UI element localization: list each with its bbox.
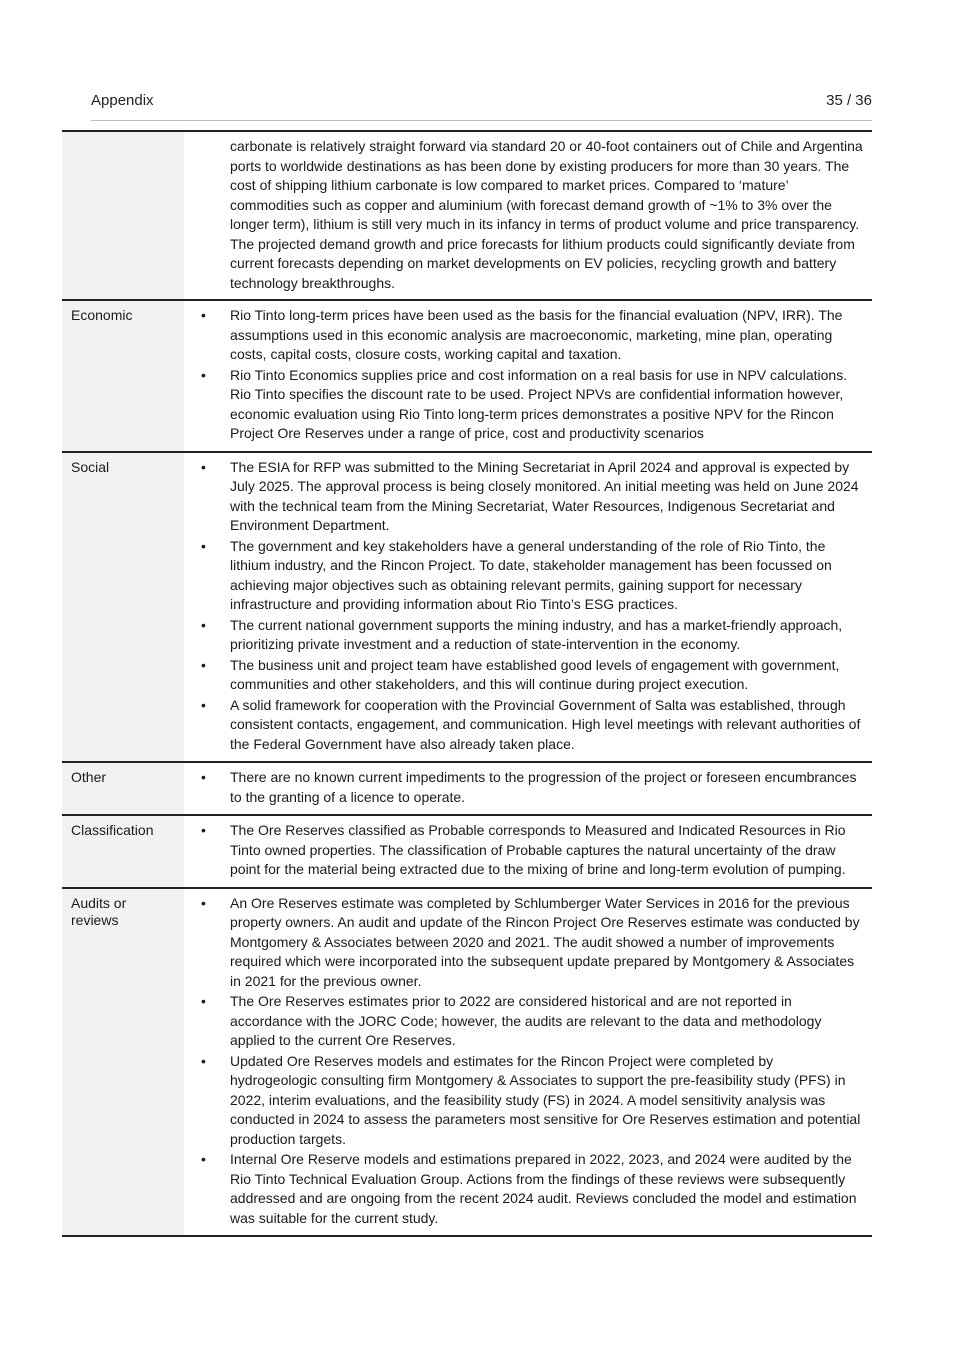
list-item: • The business unit and project team have established good levels of engagement with government, communities and other stakeholders, and this will continue during project execution.	[198, 656, 864, 695]
list-item: • The Ore Reserves classified as Probable corresponds to Measured and Indicated Resources in Rio Tinto owned properties. The classification of Probable captures the natural uncertainty of the draw point for the material being extracted due to the mixing of brine and long-term evolution of pumping.	[198, 821, 864, 880]
table-row-continuation	[62, 130, 872, 299]
list-item: • Rio Tinto long-term prices have been used as the basis for the financial evaluation (NPV, IRR). The assumptions used in this economic analysis are macroeconomic, marketing, mine plan, operating costs, capital costs, closure costs, working capital and taxation.	[198, 306, 864, 365]
bullet-list	[198, 821, 864, 880]
bullet-list	[198, 768, 864, 807]
row-label: Social	[62, 453, 184, 762]
bullet-list	[198, 458, 864, 755]
table-row-other	[62, 761, 872, 814]
list-item: • The Ore Reserves estimates prior to 2022 are considered historical and are not reported in accordance with the JORC Code; however, the audits are relevant to the data and methodology applied to the current Ore Reserves.	[198, 992, 864, 1051]
row-content	[184, 889, 872, 1236]
bullet-list	[198, 894, 864, 1229]
list-item: • An Ore Reserves estimate was completed by Schlumberger Water Services in 2016 for the previous property owners. An audit and update of the Rincon Project Ore Reserves estimate was conducted by Montgomery & Associates between 2020 and 2021. The audit showed a number of improvements required which were incorporated into the subsequent update prepared by Montgomery & Associates in 2021 for the previous owner.	[198, 894, 864, 992]
section-title: Appendix	[91, 92, 154, 109]
list-item: • Updated Ore Reserves models and estimates for the Rincon Project were completed by hydrogeologic consulting firm Montgomery & Associates to support the pre-feasibility study (PFS) in 2022, interim evaluations, and the feasibility study (FS) in 2024. A model sensitivity analysis was conducted in 2024 to assess the parameters most sensitive for Ore Reserves estimation and potential production targets.	[198, 1052, 864, 1150]
row-content	[184, 453, 872, 762]
list-item: • Internal Ore Reserve models and estimations prepared in 2022, 2023, and 2024 were audited by the Rio Tinto Technical Evaluation Group. Actions from the findings of these reviews were subsequently addressed and are ongoing from the recent 2024 audit. Reviews concluded the model and estimation was suitable for the current study.	[198, 1150, 864, 1228]
page-number: 35 / 36	[826, 92, 872, 109]
row-content	[184, 132, 872, 299]
list-item: • The ESIA for RFP was submitted to the Mining Secretariat in April 2024 and approval is expected by July 2025. The approval process is being closely monitored. An initial meeting was held on June 2024 with the technical team from the Mining Secretariat, Water Resources, Indigenous Secretariat and Environment Department.	[198, 458, 864, 536]
table-row-audits	[62, 887, 872, 1236]
list-item: • A solid framework for cooperation with the Provincial Government of Salta was established, through consistent contacts, engagement, and communication. High level meetings with relevant authorities of the Federal Government have also already taken place.	[198, 696, 864, 755]
row-label: Audits or reviews	[62, 889, 184, 1236]
row-label: Classification	[62, 816, 184, 887]
row-label: Other	[62, 763, 184, 814]
list-item: • There are no known current impediments to the progression of the project or foreseen encumbrances to the granting of a licence to operate.	[198, 768, 864, 807]
bullet-list	[198, 306, 864, 444]
row-label: Economic	[62, 301, 184, 451]
row-content	[184, 816, 872, 887]
page-header	[91, 92, 872, 121]
row-label-empty	[62, 132, 184, 299]
table-row-economic	[62, 299, 872, 451]
ore-reserves-table	[62, 130, 872, 1237]
list-item: • Rio Tinto Economics supplies price and cost information on a real basis for use in NPV calculations. Rio Tinto specifies the discount rate to be used. Project NPVs are confidential information however, economic evaluation using Rio Tinto long-term prices demonstrates a positive NPV for the Rincon Project Ore Reserves under a range of price, cost and productivity scenarios	[198, 366, 864, 444]
row-content	[184, 301, 872, 451]
continuation-text: carbonate is relatively straight forward via standard 20 or 40-foot containers out of Chile and Argentina ports to worldwide destinations as has been done by existing producers for more than 30 years. The cost of shipping lithium carbonate is low compared to market prices. Compared to ‘mature’ commodities such as copper and aluminium (with forecast demand growth of ~1% to 3% over the longer term), lithium is still very much in its infancy in terms of product volume and price transparency. The projected demand growth and price forecasts for lithium products could significantly deviate from current forecasts depending on market developments on EV policies, recycling growth and battery technology breakthroughs.	[230, 138, 863, 291]
table-row-social	[62, 451, 872, 762]
table-row-classification	[62, 814, 872, 887]
list-item: • The government and key stakeholders have a general understanding of the role of Rio Tinto, the lithium industry, and the Rincon Project. To date, stakeholder management has been focussed on achieving major objectives such as obtaining relevant permits, gaining support for necessary infrastructure and providing information about Rio Tinto’s ESG practices.	[198, 537, 864, 615]
list-item: • The current national government supports the mining industry, and has a market-friendly approach, prioritizing private investment and a reduction of state-intervention in the economy.	[198, 616, 864, 655]
row-content	[184, 763, 872, 814]
